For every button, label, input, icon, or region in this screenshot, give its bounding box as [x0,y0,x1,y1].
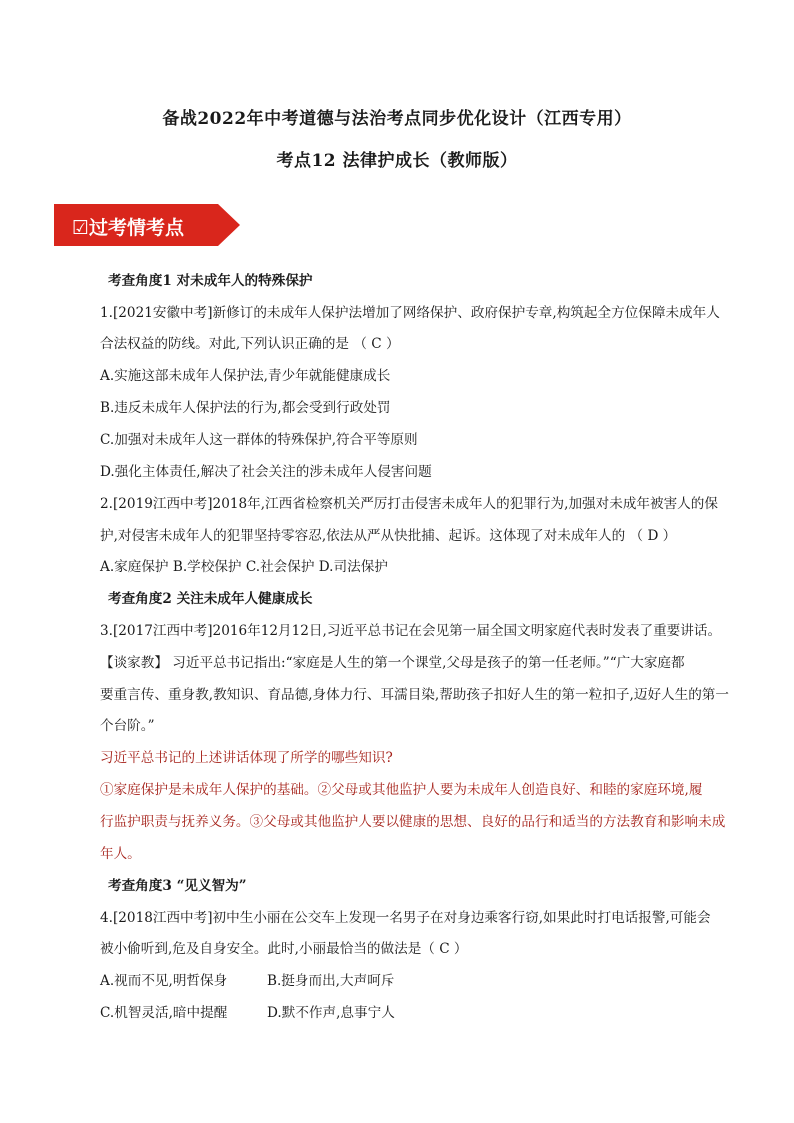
option-d: D.强化主体责任,解决了社会关注的涉未成年人侵害问题 [100,464,432,480]
answer-text: ①家庭保护是未成年人保护的基础。②父母或其他监护人要为未成年人创造良好、和睦的家庭环境,履 [100,782,703,798]
question-text: 3.[2017江西中考]2016年12月12日,习近平总书记在会见第一届全国文明家庭代表时发表了重要讲话。 [100,623,722,639]
section-heading: 考查角度1 对未成年人的特殊保护 [108,273,313,289]
question-text: 要重言传、重身教,教知识、育品德,身体力行、耳濡目染,帮助孩子扣好人生的第一粒扣子,迈好人生的第一 [100,687,729,703]
option-b: B.违反未成年人保护法的行为,都会受到行政处罚 [100,400,391,416]
options-row: A.家庭保护 B.学校保护 C.社会保护 D.司法保护 [100,559,388,575]
option-c: C.加强对未成年人这一群体的特殊保护,符合平等原则 [100,432,418,448]
option-a: A.实施这部未成年人保护法,青少年就能健康成长 [100,368,391,384]
question-text: 被小偷听到,危及自身安全。此时,小丽最恰当的做法是（ C ） [100,941,468,957]
question-text: 个台阶。” [100,718,155,734]
document-subtitle: 考点12 法律护成长（教师版） [276,151,518,171]
section-heading: 考查角度2 关注未成年人健康成长 [108,591,313,607]
answer-text: 行监护职责与抚养义务。③父母或其他监护人要以健康的思想、良好的品行和适当的方法教育和影响未成 [100,814,726,830]
question-text: 【谈家教】 习近平总书记指出:“家庭是人生的第一个课堂,父母是孩子的第一任老师。”“广大家庭都 [100,655,685,671]
banner-label: ☑过考情考点 [72,217,185,239]
question-text: 1.[2021安徽中考]新修订的未成年人保护法增加了网络保护、政府保护专章,构筑起全方位保障未成年人 [100,305,720,321]
answer-text: 年人。 [100,846,141,862]
section-heading: 考查角度3 “见义智为” [108,878,247,894]
sub-question: 习近平总书记的上述讲话体现了所学的哪些知识? [100,750,393,766]
question-text: 2.[2019江西中考]2018年,江西省检察机关严厉打击侵害未成年人的犯罪行为,加强对未成年被害人的保 [100,496,718,512]
option-b: B.挺身而出,大声呵斥 [267,973,395,989]
option-c: C.机智灵活,暗中提醒 [100,1005,228,1021]
question-text: 合法权益的防线。对此,下列认识正确的是 （ C ） [100,336,400,352]
options-row [100,1004,740,1022]
options-row [100,972,740,990]
section-banner [54,204,240,246]
question-text: 护,对侵害未成年人的犯罪坚持零容忍,依法从严从快批捕、起诉。这体现了对未成年人的 （ D ） [100,528,677,544]
option-d: D.默不作声,息事宁人 [267,1005,395,1021]
document-title: 备战2022年中考道德与法治考点同步优化设计（江西专用） [162,109,632,129]
question-text: 4.[2018江西中考]初中生小丽在公交车上发现一名男子在对身边乘客行窃,如果此时打电话报警,可能会 [100,910,711,926]
option-a: A.视而不见,明哲保身 [100,973,228,989]
